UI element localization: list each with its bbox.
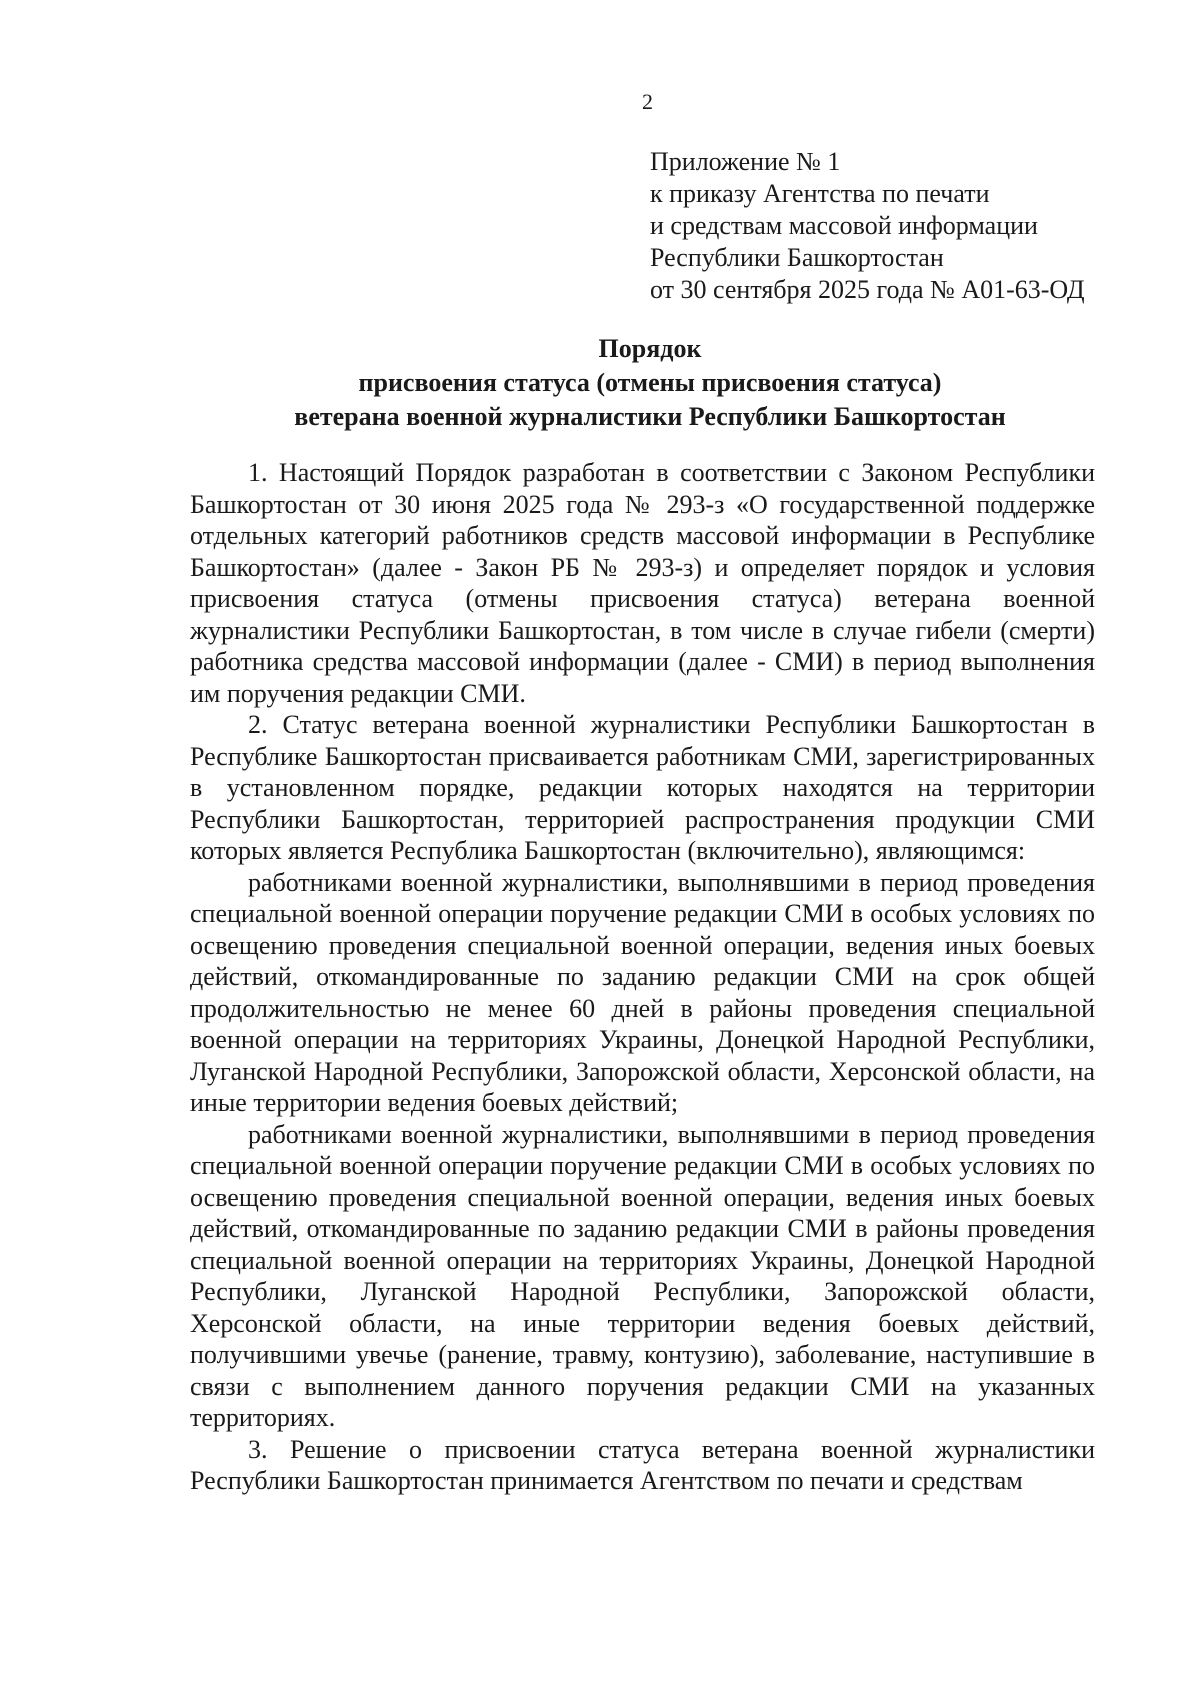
page-number: 2 <box>642 89 653 114</box>
appendix-line: Республики Башкортостан <box>650 243 944 272</box>
title-line: присвоения статуса (отмены присвоения статуса) <box>358 368 942 397</box>
paragraph-1: 1. Настоящий Порядок разработан в соответствии с Законом Республики Башкортостан от 30 июня 2025 года № 293-з «О государственной поддержке отдельных категорий работников средств массовой информации в Республике Башкортостан» (далее - Закон РБ № 293-з) и определяет порядок и условия присвоения статуса (отмены присвоения статуса) ветерана военной журналистики Республики Башкортостан, в том числе в случае гибели (смерти) работника средства массовой информации (далее - СМИ) в период выполнения им поручения редакции СМИ. <box>190 458 1095 708</box>
paragraph-2-item-1: работниками военной журналистики, выполнявшими в период проведения специальной военной операции поручение редакции СМИ в особых условиях по освещению проведения специальной военной операции, ведения иных боевых действий, откомандированные по заданию редакции СМИ на срок общей продолжительностью не менее 60 дней в районы проведения специальной военной операции на территориях Украины, Донецкой Народной Республики, Луганской Народной Республики, Запорожской области, Херсонской области, на иные территории ведения боевых действий; <box>190 867 1095 1117</box>
appendix-line: к приказу Агентства по печати <box>650 179 990 208</box>
appendix-line: и средствам массовой информации <box>650 211 1038 240</box>
paragraph-2-item-2: работниками военной журналистики, выполнявшими в период проведения специальной военной операции поручение редакции СМИ в особых условиях по освещению проведения специальной военной операции, ведения иных боевых действий, откомандированные по заданию редакции СМИ в районы проведения специальной военной операции на территориях Украины, Донецкой Народной Республики, Луганской Народной Республики, Запорожской области, Херсонской области, на иные территории ведения боевых действий, получившими увечье (ранение, травму, контузию), заболевание, наступившие в связи с выполнением данного поручения редакции СМИ на указанных территориях. <box>190 1119 1095 1432</box>
paragraph-3: 3. Решение о присвоении статуса ветерана военной журналистики Республики Башкортостан принимается Агентством по печати и средствам <box>190 1434 1095 1495</box>
document-body <box>190 457 1095 1497</box>
document-title <box>190 332 1110 434</box>
paragraph-2: 2. Статус ветерана военной журналистики Республики Башкортостан в Республике Башкортостан присваивается работникам СМИ, зарегистрированных в установленном порядке, редакции которых находятся на территории Республики Башкортостан, территорией распространения продукции СМИ которых является Республика Башкортостан (включительно), являющимся: <box>190 710 1095 865</box>
title-line: ветерана военной журналистики Республики Башкортостан <box>294 402 1006 431</box>
appendix-header <box>650 146 1120 306</box>
appendix-line: Приложение № 1 <box>650 147 841 176</box>
appendix-line: от 30 сентября 2025 года № А01-63-ОД <box>650 275 1085 304</box>
title-line: Порядок <box>598 334 702 363</box>
